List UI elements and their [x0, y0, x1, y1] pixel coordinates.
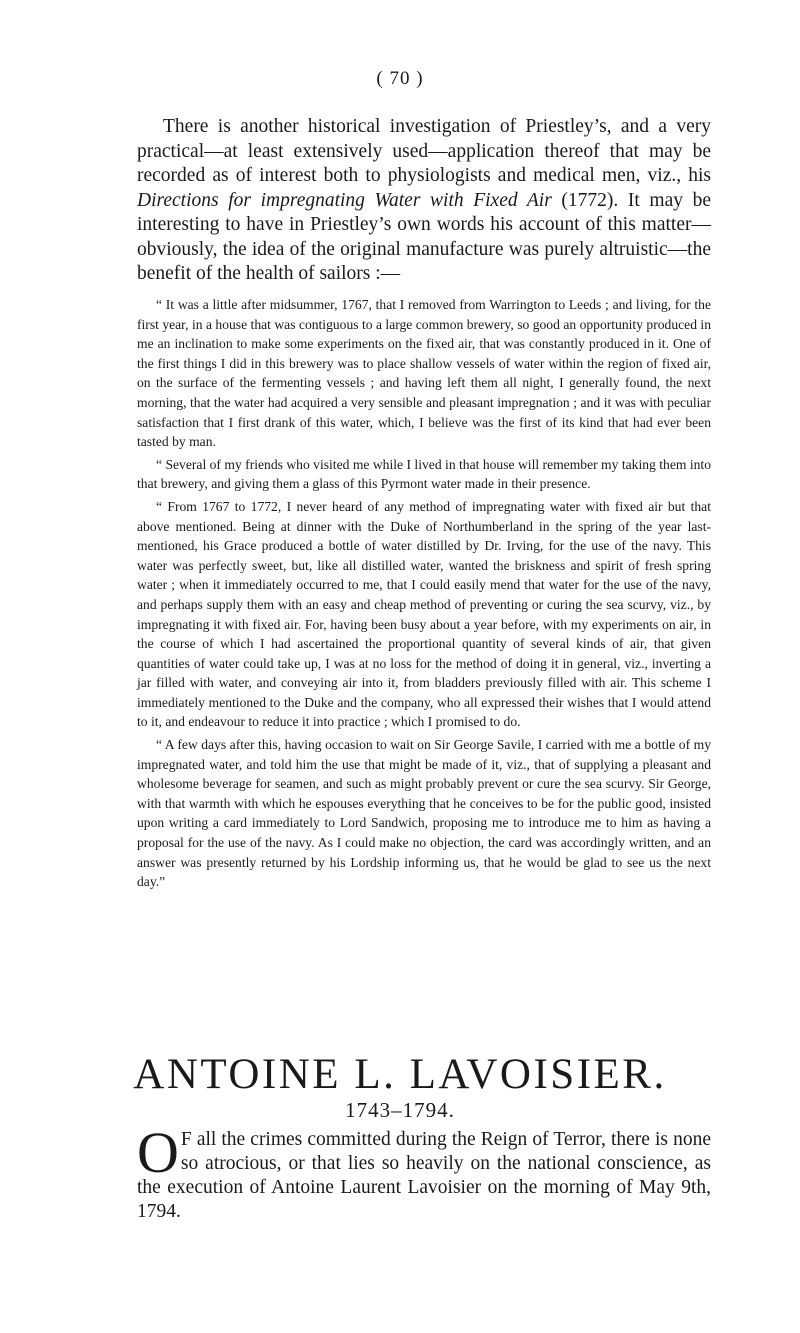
section-dates: 1743–1794. — [345, 1098, 455, 1122]
priestley-quotation — [137, 295, 711, 895]
intro-text-after: (1772). It may be interesting to have in Priestley’s own words his account of this matter—obviously, the idea of the original manufacture was purely altruistic—the benefit of the health of sailors :— — [137, 189, 711, 284]
intro-paragraph — [137, 115, 711, 287]
intro-title-italic: Directions for impregnating Water with Fixed Air — [137, 189, 552, 211]
section-heading: ANTOINE L. LAVOISIER. — [133, 1051, 667, 1098]
quote-paragraph: “ A few days after this, having occasion to wait on Sir George Savile, I carried with me a bottle of my impregnated water, and told him the use that might be made of it, viz., that of supplying a pleasant and wholesome beverage for seamen, and such as might probably prevent or cure the sea scurvy. Sir George, with that warmth with which he espouses everything that he conceives to be for the public good, insisted upon writing a card immediately to Lord Sandwich, proposing me to introduce me to him as having a proposal for the use of the navy. As I could make no objection, the card was accordingly written, and an answer was presently returned by his Lordship informing us, that he would be glad to see us the next day.” — [137, 737, 711, 890]
lavoisier-paragraph — [137, 1120, 711, 1224]
intro-text-before: There is another historical investigation of Priestley’s, and a very practical—at least extensively used—application thereof that may be recorded as of interest both to physiologists and medical men, viz., his — [137, 116, 711, 186]
quote-paragraph: “ It was a little after midsummer, 1767, that I removed from Warrington to Leeds ; and living, for the first year, in a house that was contiguous to a large common brewery, so good an opportunity produced in me an inclination to make some experiments on the fixed air, that was constantly produced in it. One of the first things I did in this brewery was to place shallow vessels of water within the region of fixed air, on the surface of the fermenting vessels ; and having left them all night, I generally found, the next morning, that the water had acquired a very sensible and pleasant impregnation ; and it was with peculiar satisfaction that I first drank of this water, which, I believe was the first of its kind that had ever been tasted by man. — [137, 297, 711, 450]
drop-cap: O — [137, 1120, 179, 1185]
quote-paragraph: “ From 1767 to 1772, I never heard of any method of impregnating water with fixed air but that above mentioned. Being at dinner with the Duke of Northumberland in the spring of the year last-mentioned, his Grace produced a bottle of water distilled by Dr. Irving, for the use of the navy. This water was perfectly sweet, but, like all distilled water, wanted the briskness and spirit of fresh spring water ; when it immediately occurred to me, that I could easily mend that water for the use of the navy, and perhaps supply them with an easy and cheap method of preventing or curing the sea scurvy, viz., by impregnating it with fixed air. For, having been busy about a year before, with my experiments on air, in the course of which I had ascertained the proportional quantity of several kinds of air, that given quantities of water could take up, I was at no loss for the method of doing it in general, viz., inverting a jar filled with water, and conveying air into it, from bladders previously filled with air. This scheme I immediately mentioned to the Duke and the company, who all expressed their wishes that I would attend to it, and endeavour to reduce it into practice ; which I promised to do. — [137, 498, 711, 730]
quote-paragraph: “ Several of my friends who visited me while I lived in that house will remember my taking them into that brewery, and giving them a glass of this Pyrmont water made in their presence. — [137, 456, 711, 492]
page-number: ( 70 ) — [376, 68, 424, 89]
lavoisier-text: F all the crimes committed during the Reign of Terror, there is none so atrocious, or that lies so heavily on the national conscience, as the execution of Antoine Laurent Lavoisier on the morning of May 9th, 1794. — [137, 1129, 711, 1222]
